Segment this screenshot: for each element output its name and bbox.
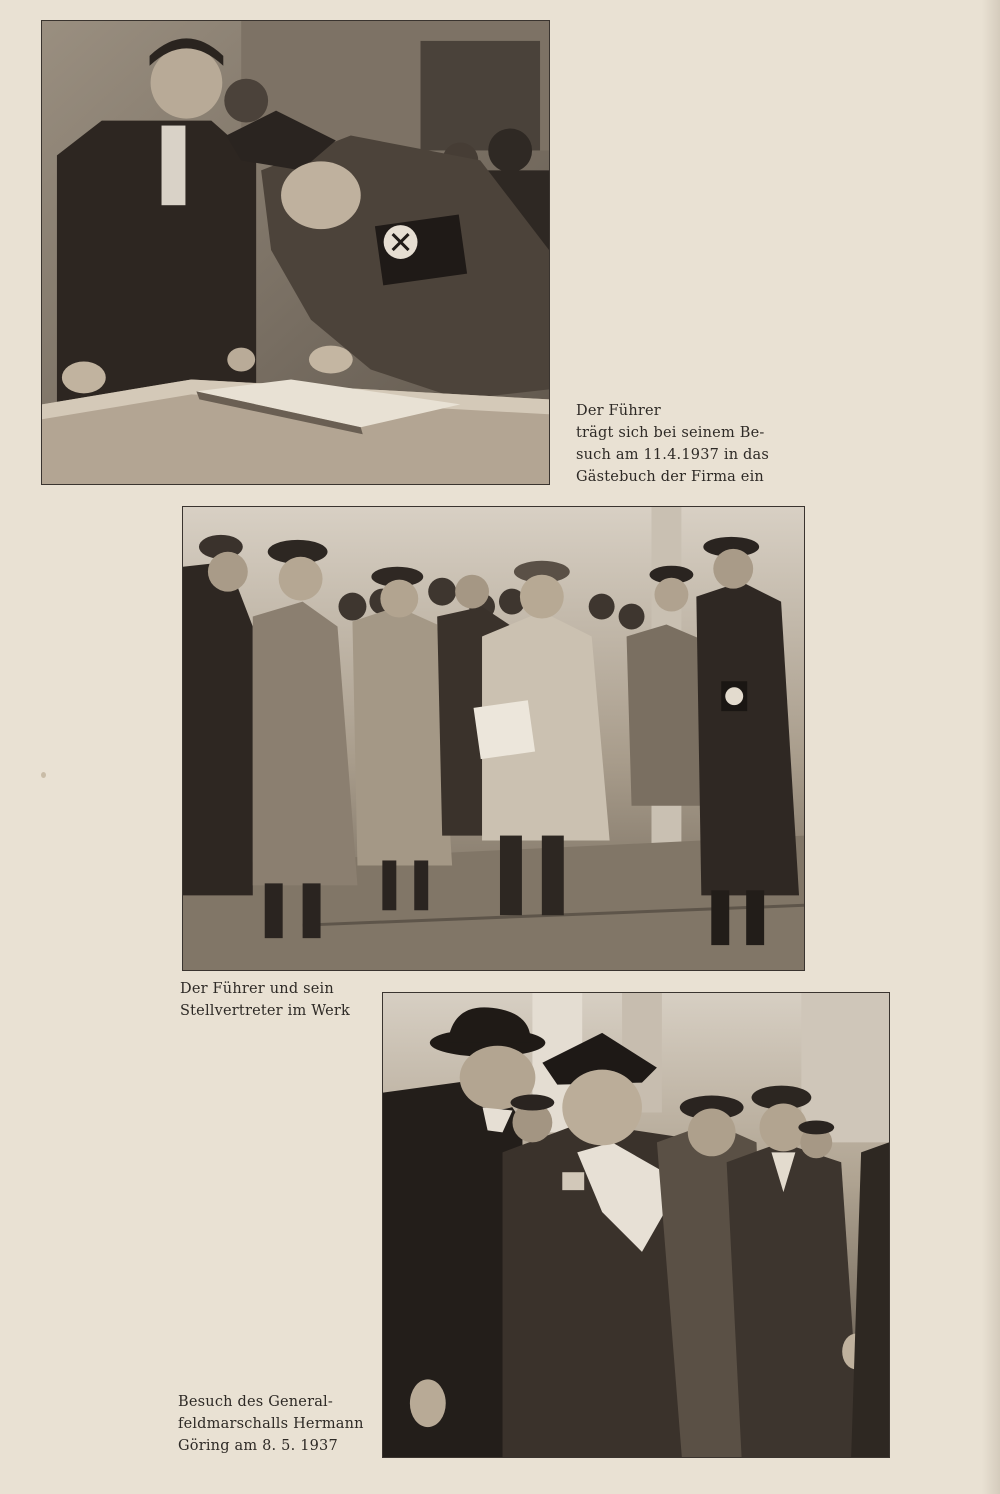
photo-visit-at-works [182, 506, 805, 971]
caption-line: Gästebuch der Firma ein [576, 469, 764, 485]
caption-line: feldmarschalls Hermann [178, 1416, 364, 1432]
caption-line: Der Führer und sein [180, 981, 334, 997]
caption-guestbook-signing [576, 400, 772, 488]
caption-line: Der Führer [576, 403, 661, 419]
caption-line: Göring am 8. 5. 1937 [178, 1438, 338, 1454]
photo-goering-visit [382, 992, 890, 1458]
caption-goering-visit [178, 1391, 378, 1457]
caption-line: such am 11.4.1937 in das [576, 447, 770, 463]
page-edge-shadow [982, 0, 1000, 1494]
paper-speck [41, 772, 46, 778]
caption-visit-at-works [180, 978, 380, 1022]
caption-line: Stellvertreter im Werk [180, 1003, 351, 1019]
caption-line: trägt sich bei seinem Be- [576, 425, 765, 441]
caption-line: Besuch des General- [178, 1394, 333, 1410]
photo-guestbook-signing [41, 20, 550, 485]
